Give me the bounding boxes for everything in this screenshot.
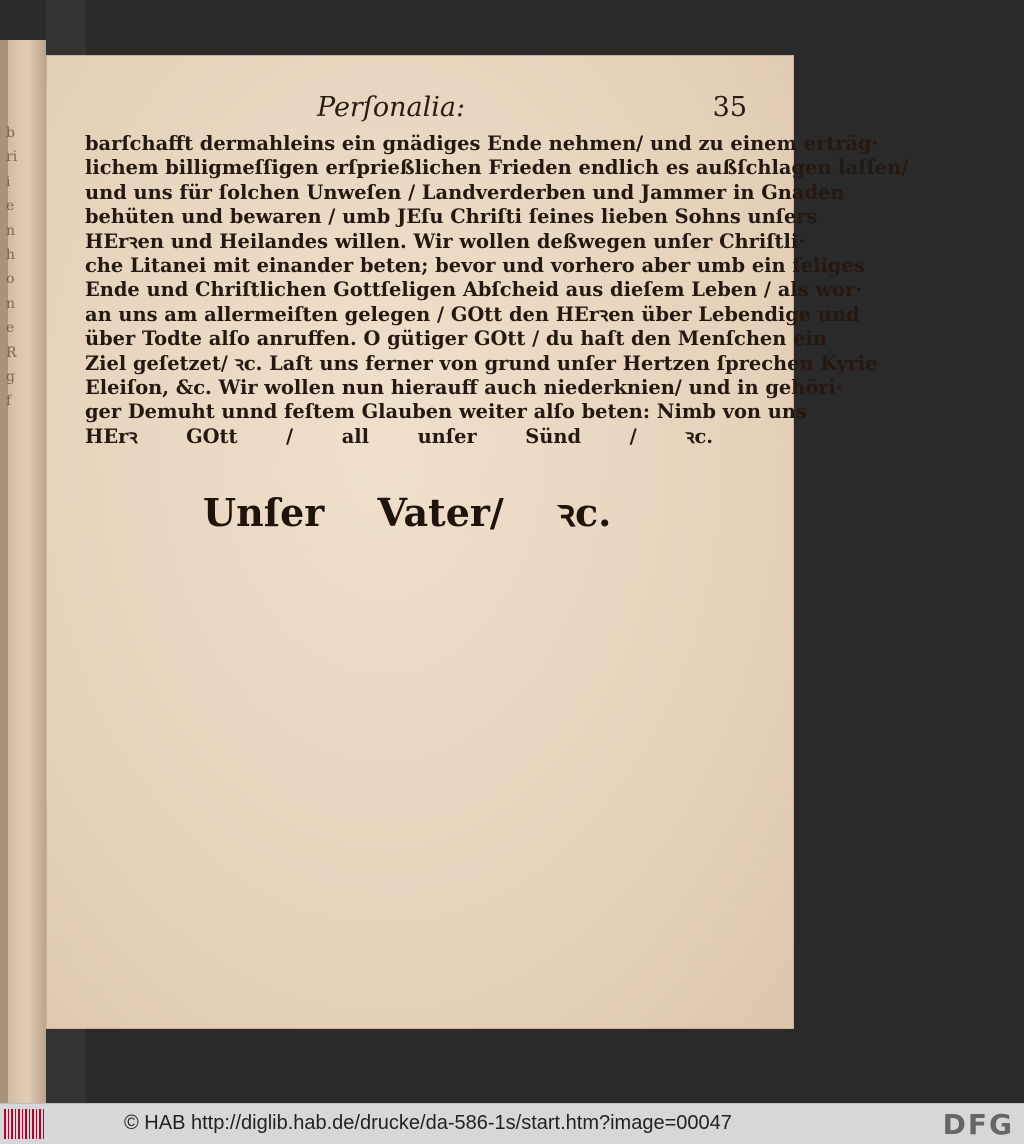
facing-page-glyph: f <box>6 393 12 410</box>
facing-page-glyph: i <box>6 173 11 190</box>
text-line: über Todte alſo anruffen. O gütiger GOtt / du haſt den Menſchen ein <box>85 327 827 351</box>
document-page <box>47 56 909 1028</box>
facing-page-glyph: e <box>6 320 15 337</box>
facing-page-glyph: h <box>6 247 16 263</box>
facing-page-glyph: g <box>6 369 15 385</box>
text-line: ger Demuht unnd feſtem Glauben weiter alſo beten: Nimb von uns <box>85 400 807 424</box>
facing-page-edge <box>0 40 46 1103</box>
text-line: HErꝛen und Heilandes willen. Wir wollen deßwegen unſer Chriſtli· <box>85 229 805 253</box>
facing-page-glyph: o <box>6 271 15 288</box>
text-line: lichem billigmeſſigen erſprießlichen Frieden endlich es außſchlagen laſſen/ <box>85 156 909 180</box>
text-line: barſchafft dermahleins ein gnädiges Ende nehmen/ und zu einem erträg· <box>85 132 879 155</box>
text-line: behüten und bewaren / umb JEſu Chriſti ſeines lieben Sohns unſers <box>85 205 818 229</box>
text-line: und uns für ſolchen Unweſen / Landverderben und Jammer in Gnaden <box>85 180 845 204</box>
text-line: Ziel geſetzet/ ꝛc. Laſt uns ferner von grund unſer Hertzen ſprechen Kyrie <box>85 351 878 375</box>
facing-page-glyph: e <box>6 198 15 215</box>
facing-page-glyph: n <box>6 295 16 312</box>
facing-page-glyph: ri <box>6 149 18 166</box>
facing-page-glyph: b <box>6 125 15 141</box>
closing-line: Unſer Vater/ ꝛc. <box>203 490 612 535</box>
text-line: che Litanei mit einander beten; bevor und vorhero aber umb ein ſeliges <box>85 254 865 278</box>
facing-page-glyph: R <box>6 344 17 361</box>
text-line: HErꝛ GOtt / all unſer Sünd / ꝛc. <box>85 424 713 448</box>
page-header <box>317 92 757 132</box>
citation-link[interactable]: © HAB http://diglib.hab.de/drucke/da-586-1s/start.htm?image=00047 <box>124 1112 732 1134</box>
page-number: 35 <box>712 92 747 123</box>
text-line: Ende und Chriſtlichen Gottſeligen Abſcheid aus dieſem Leben / als wor· <box>85 278 862 302</box>
body-text <box>85 132 909 449</box>
text-line: Eleiſon, &c. Wir wollen nun hierauff auch niederknien/ und in gehöri· <box>85 376 843 400</box>
facing-page-glyph: n <box>6 222 16 239</box>
dfg-logo: DFG <box>942 1108 1014 1141</box>
footer-bar <box>0 1103 1024 1144</box>
text-line: an uns am allermeiſten gelegen / GOtt den HErꝛen über Lebendige und <box>85 302 860 326</box>
running-head: Perſonalia: <box>317 92 466 123</box>
barcode-icon <box>4 1109 44 1139</box>
